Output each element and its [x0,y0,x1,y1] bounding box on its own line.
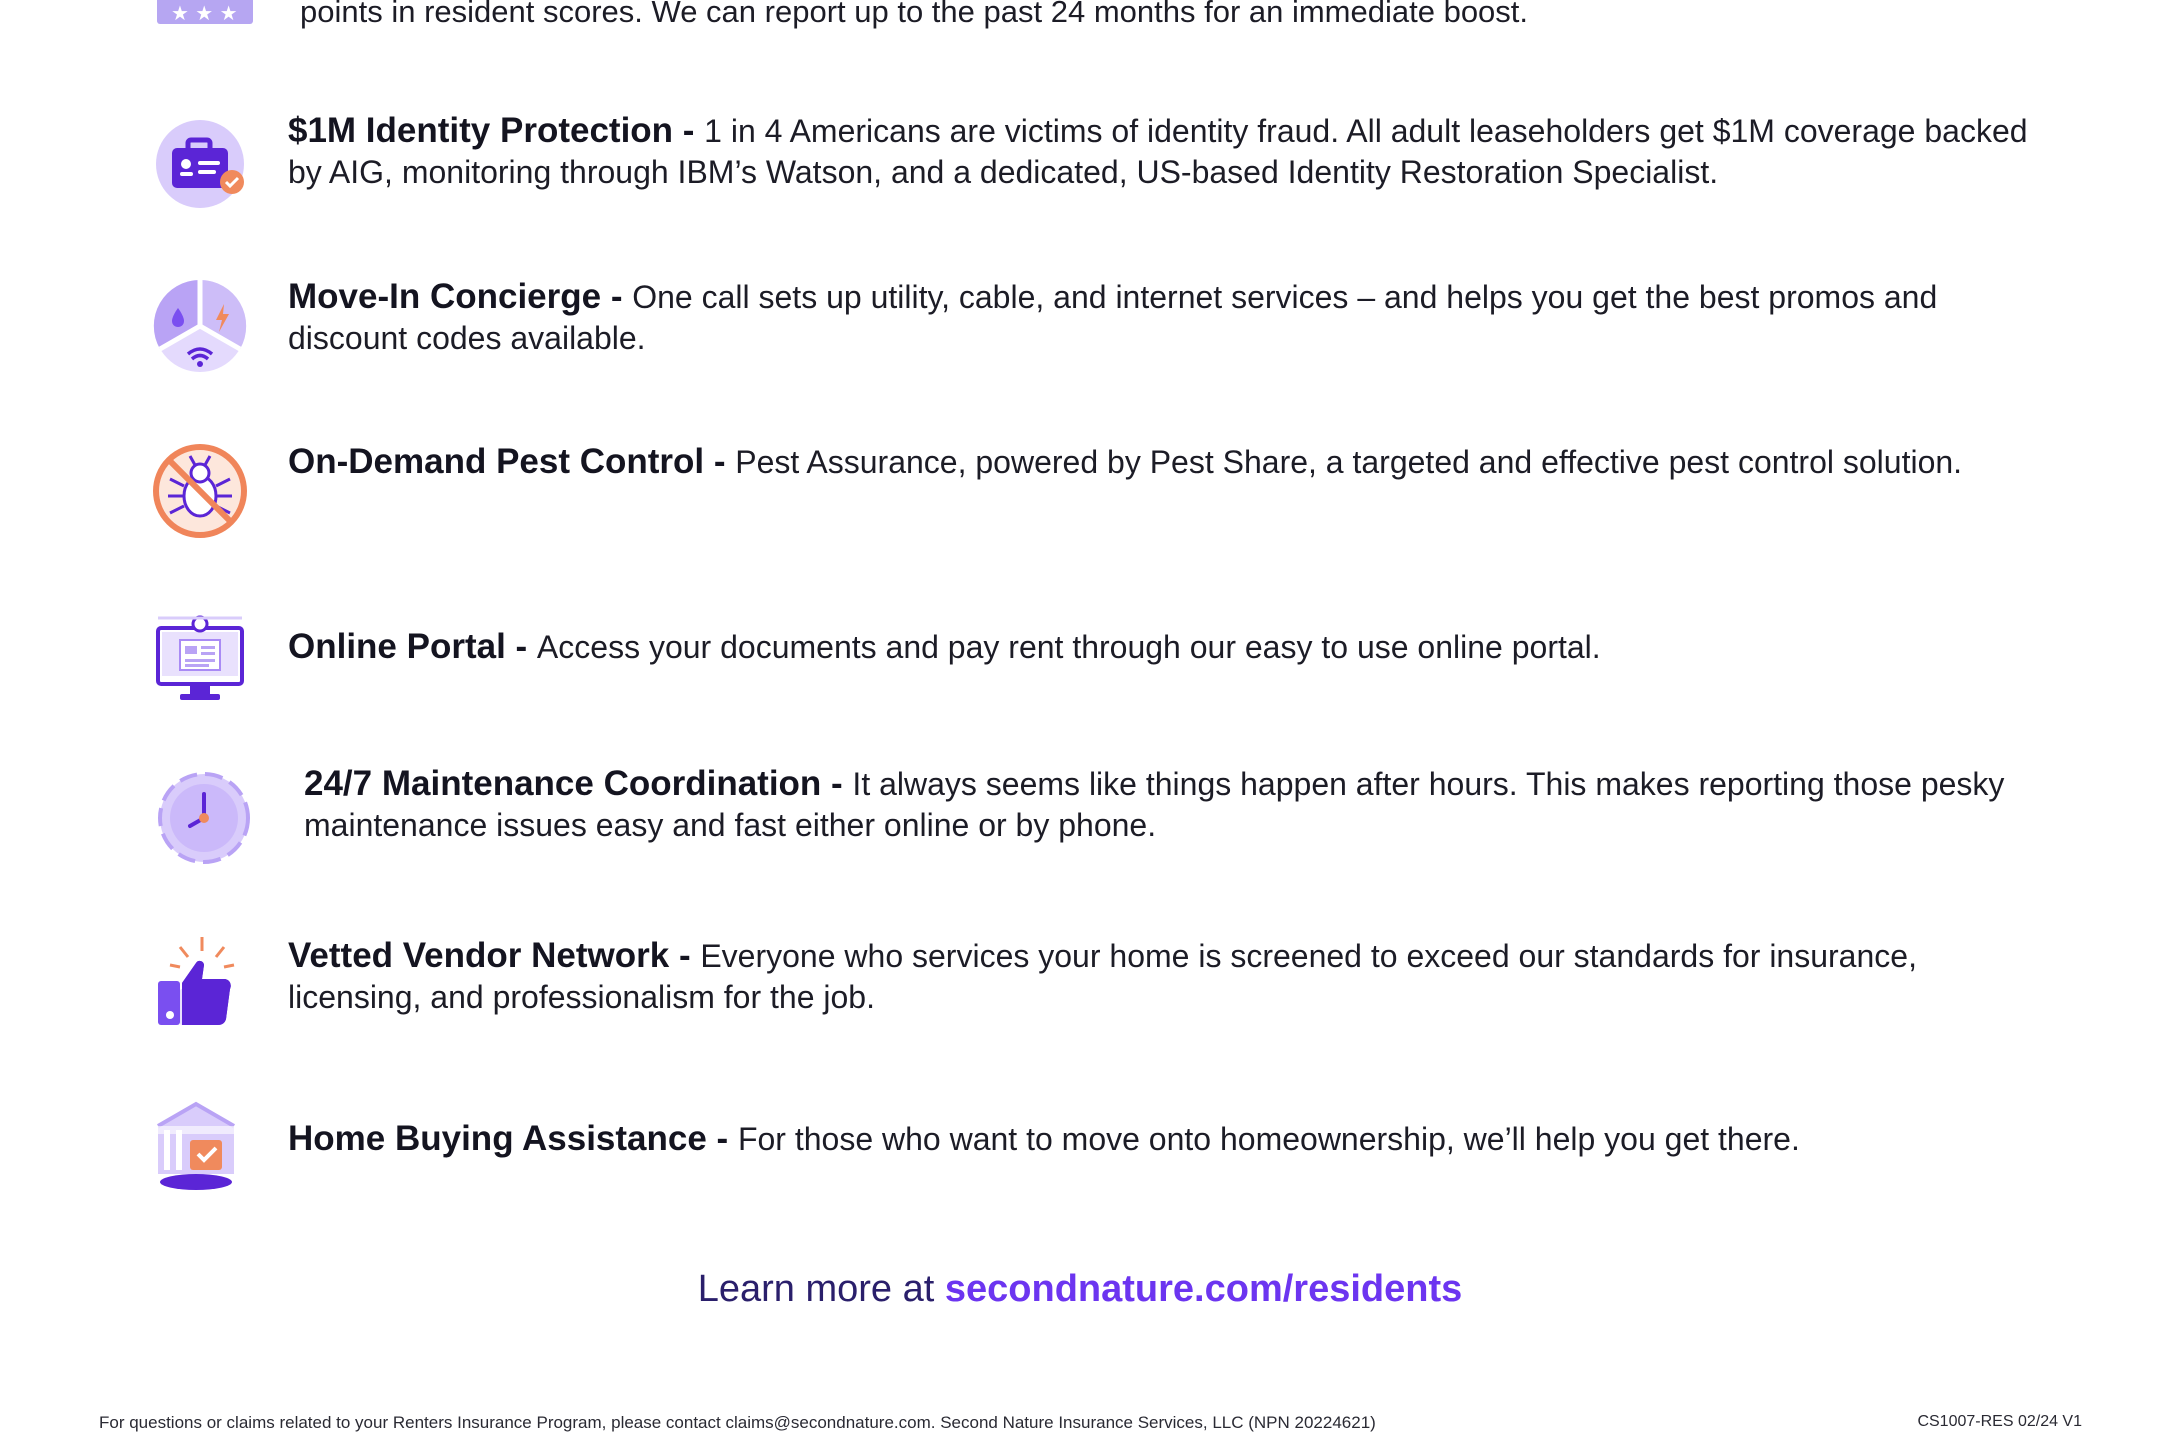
home-buying-icon [150,1096,260,1206]
feature-title: Home Buying Assistance [288,1119,707,1158]
feature-text [288,441,2048,483]
star-rating-icon [157,0,253,24]
intro-text: points in resident scores. We can report up to the past 24 months for an immediate boost. [300,0,1529,29]
feature-text [288,935,2048,1018]
feature-title: $1M Identity Protection [288,111,674,150]
learn-more-prefix: Learn more at [697,1268,945,1310]
footer-document-code: CS1007-RES 02/24 V1 [1917,1413,2082,1430]
feature-text [304,763,2064,846]
no-pest-icon [150,441,260,551]
learn-more [0,1268,2160,1311]
feature-description: Pest Assurance, powered by Pest Share, a targeted and effective pest control solution. [735,444,1963,480]
feature-title: On-Demand Pest Control [288,442,705,481]
clock-icon [150,768,260,878]
residents-link[interactable]: secondnature.com/residents [944,1268,1463,1310]
feature-title: Move-In Concierge [288,277,602,316]
feature-text [288,110,2048,193]
feature-text [288,626,2048,668]
feature-description: For those who want to move onto homeownership, we’ll help you get there. [737,1121,1800,1157]
feature-description: Access your documents and pay rent through our easy to use online portal. [536,629,1601,665]
feature-separator: - [601,277,633,316]
online-portal-icon [150,608,260,718]
feature-description: Everyone who services your home is screened to exceed our standards for insurance, licensing, and professionalism for the job. [288,938,1917,1015]
feature-separator: - [669,936,701,975]
feature-separator: - [706,1119,738,1158]
feature-description: One call sets up utility, cable, and internet services – and helps you get the best promos and discount codes available. [288,279,1938,356]
identity-protection-icon [150,114,260,224]
feature-title: Vetted Vendor Network [288,936,670,975]
feature-title: Online Portal [288,627,506,666]
feature-description: 1 in 4 Americans are victims of identity fraud. All adult leaseholders get $1M coverage backed by AIG, monitoring through IBM’s Watson, and a dedicated, US-based Identity Restoration Specialist. [288,113,2028,190]
feature-text [288,276,2048,359]
footer-disclaimer: For questions or claims related to your Renters Insurance Program, please contact claims@secondnature.com. Second Nature Insurance Services, LLC (NPN 20224621) [99,1413,1376,1432]
feature-separator: - [704,442,736,481]
feature-title: 24/7 Maintenance Coordination [304,764,822,803]
thumbs-up-icon [150,935,260,1045]
feature-separator: - [505,627,537,666]
feature-separator: - [821,764,853,803]
feature-separator: - [673,111,705,150]
feature-text [288,1118,2048,1160]
utilities-icon [150,276,260,386]
svg-text:★ ★ ★: ★ ★ ★ [171,1,238,24]
feature-description: It always seems like things happen after hours. This makes reporting those pesky maintenance issues easy and fast either online or by phone. [304,766,2005,843]
